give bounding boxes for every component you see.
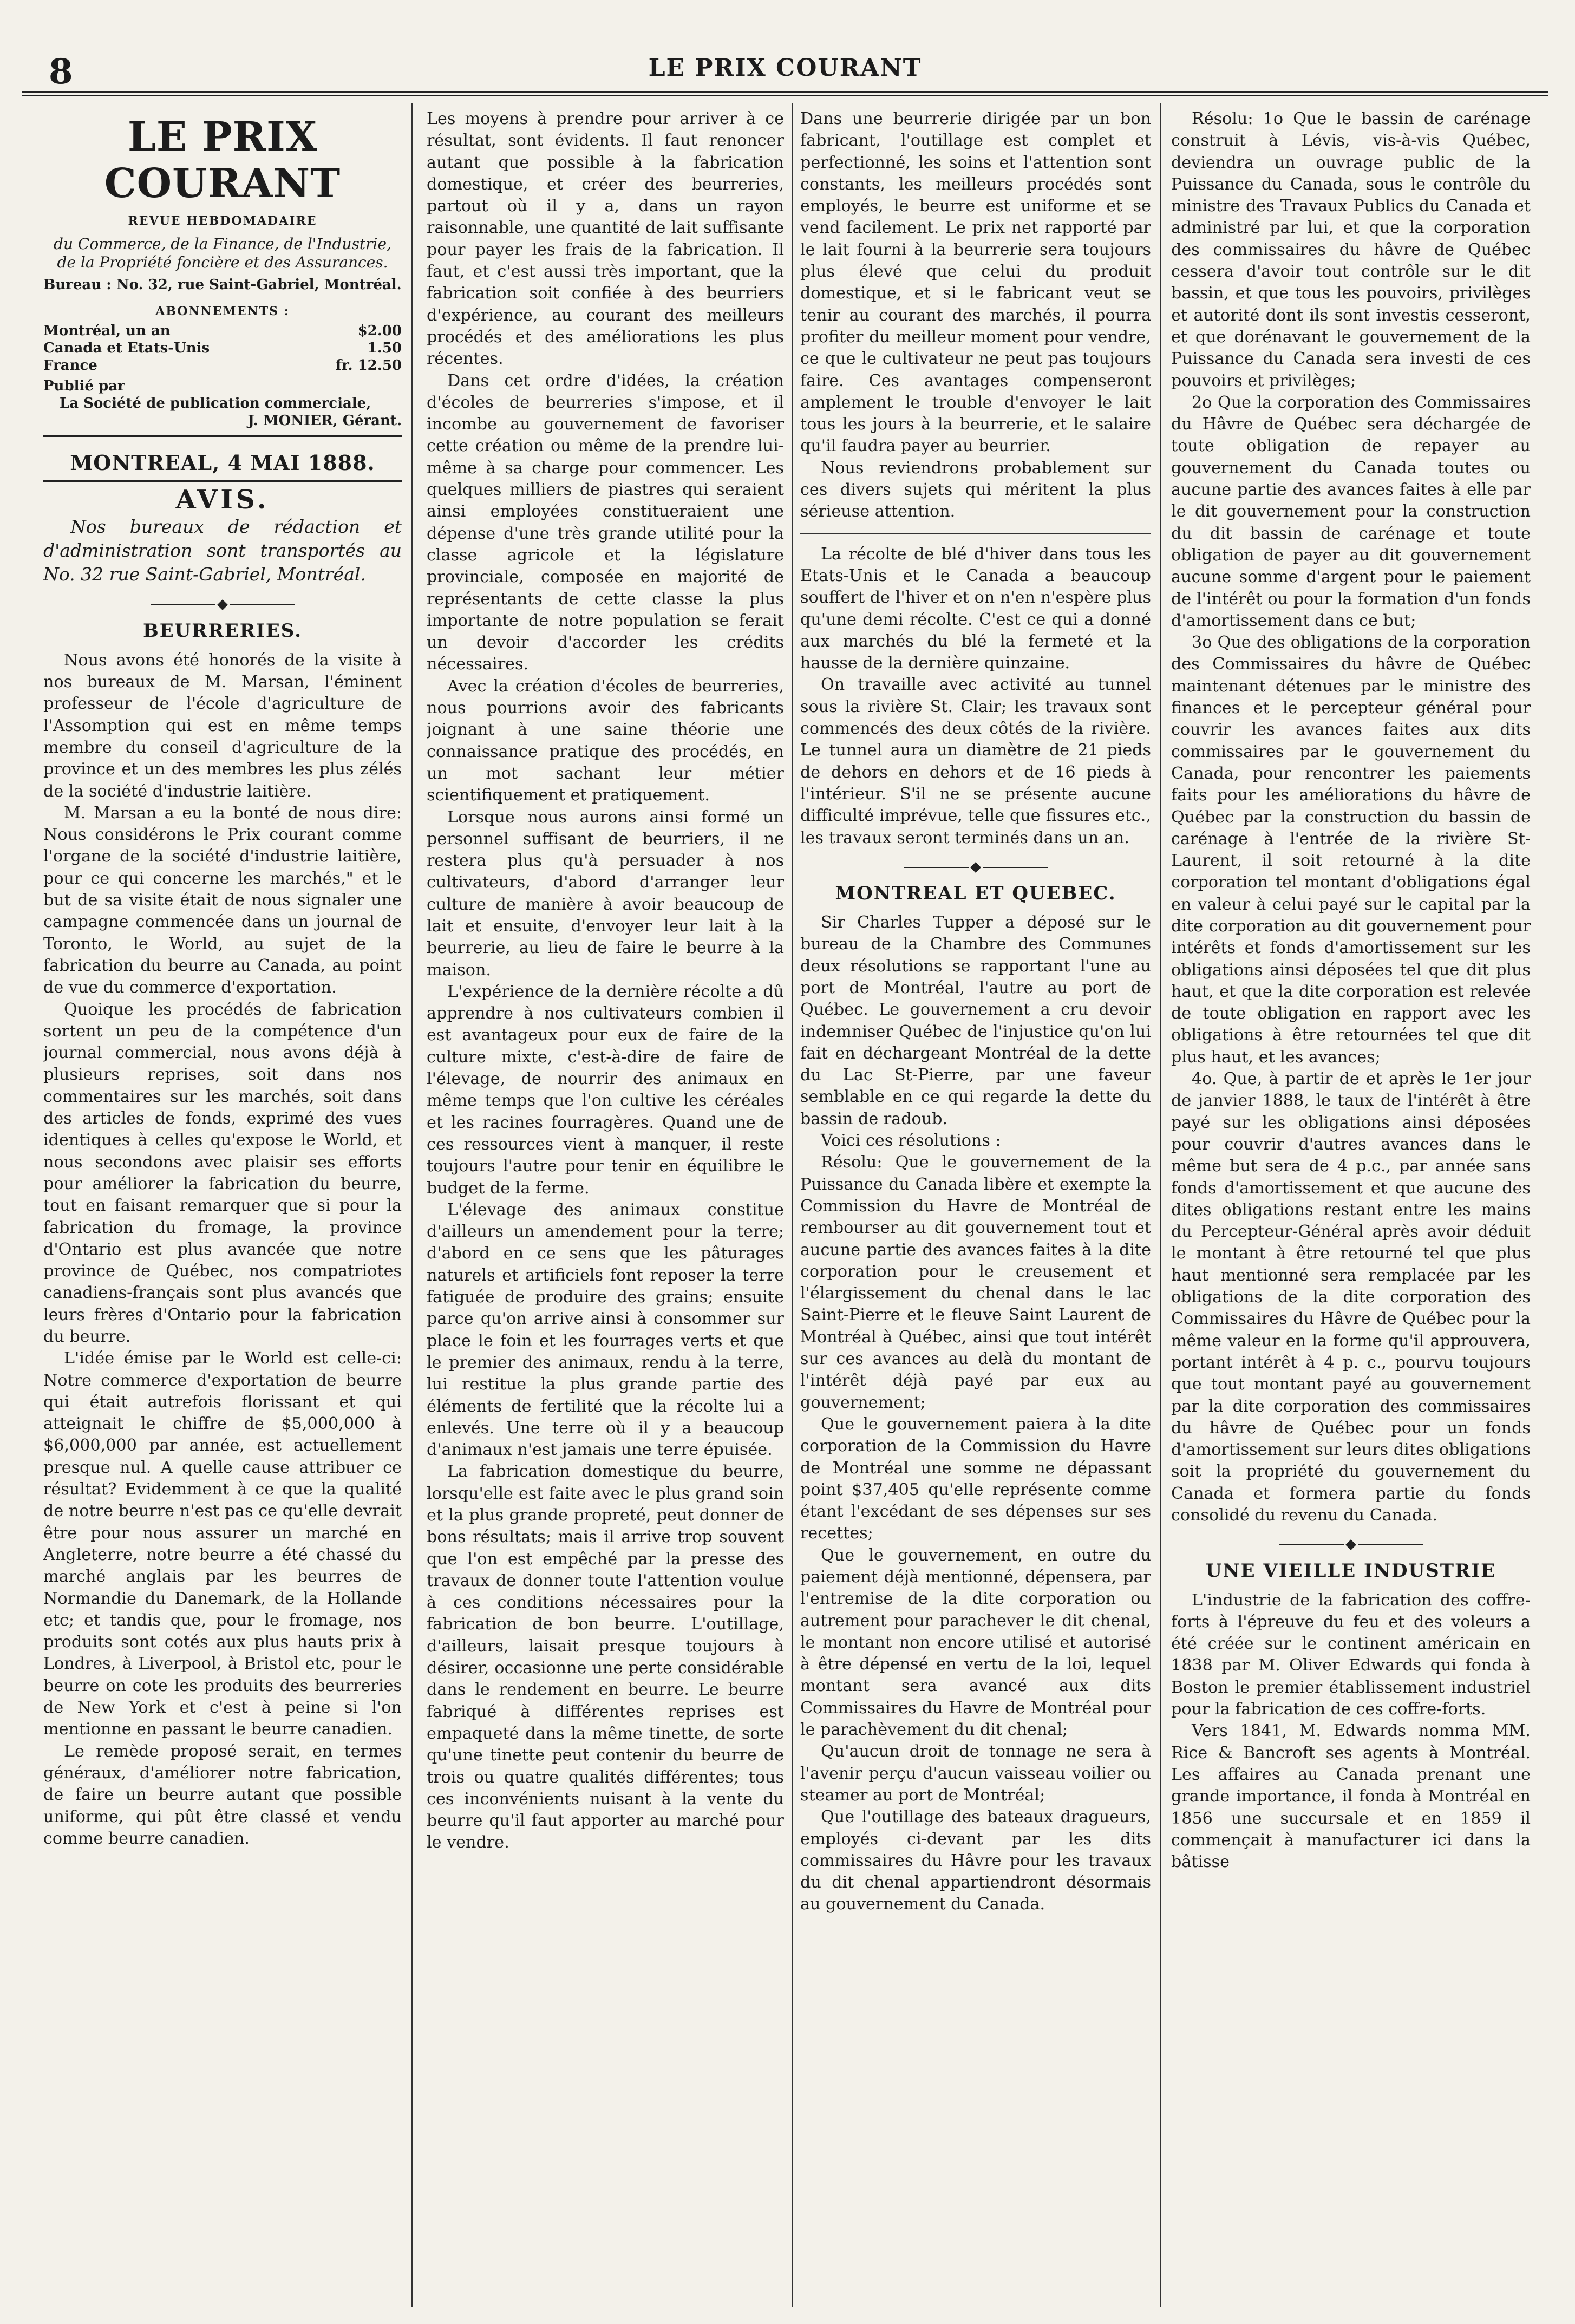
masthead-title: LE PRIX COURANT [104, 114, 341, 207]
paragraph: Que le gouvernement paiera à la dite corporation de la Commission du Havre de Montréal une somme ne dépassant point $37,405 qu'elle représente comme étant l'excédant de ses dépenses sur ses recettes; [800, 1414, 1151, 1543]
subscriptions-label: ABONNEMENTS : [155, 304, 290, 318]
publisher-block [43, 377, 402, 429]
subscription-price: $2.00 [357, 322, 402, 339]
paragraph: Les moyens à prendre pour arriver à ce résultat, sont évidents. Il faut renoncer autant que possible à la fabrication domestique, et créer des beurreries, partout où il y a, dans un rayon raisonnable, une quantité de lait suffisante pour payer les frais de la fabrication. Il faut, et c'est aussi très important, que la fabrication soit confiée à des beurriers d'expérience, au courant des meilleurs procédés et des améliorations les plus récentes. [427, 109, 784, 369]
subscription-row [43, 322, 402, 340]
subscription-price: fr. 12.50 [335, 357, 402, 374]
paragraph: Le remède proposé serait, en termes généraux, d'améliorer notre fabrication, de faire un beurre autant que possible uniforme, qui pût être classé et vendu comme beurre canadien. [43, 1741, 402, 1848]
paragraph: 3o Que des obligations de la corporation des Commissaires du hâvre de Québec maintenant détenues par le ministre des finances et le percepteur général pour couvrir les avances faites aux dits commissaires par le gouvernement du Canada, pour rencontrer les paiements faits pour les améliorations du hâvre de Québec par la construction du bassin de carénage à l'entrée de la rivière St-Laurent, il soit retourné à la dite corporation tel montant d'obligations égal en valeur à celui payé sur le capital par la dite corporation au dit gouvernement pour intérêts et fonds d'amortissement sur les obligations ainsi déposées tel que dit plus haut, et que la dite corporation est relevée de toute obligation en rapport avec les obligations à être retournées tel que dit plus haut, et les avances; [1171, 633, 1531, 1067]
paragraph: Résolu: Que le gouvernement de la Puissance du Canada libère et exempte la Commission du Havre de Montréal de rembourser au dit gouvernement tout et aucune partie des avances faites à la dite corporation pour le creusement et l'élargissement du chenal dans le lac Saint-Pierre et le fleuve Saint Laurent de Montréal à Québec, ainsi que tout intérêt sur ces avances au delà du montant de l'intérêt déjà payé par eux au gouvernement; [800, 1153, 1151, 1412]
paragraph: On travaille avec activité au tunnel sous la rivière St. Clair; les travaux sont commencés des deux côtés de la rivière. Le tunnel aura un diamètre de 21 pieds de dehors en dehors et de 16 pieds à l'intérieur. S'il ne se présente aucune difficulté imprévue, telle que fissures etc., les travaux seront terminés dans un an. [800, 675, 1151, 847]
ornament-divider [1171, 1536, 1531, 1552]
dateline-rule [43, 480, 402, 482]
article-title: MONTREAL ET QUEBEC. [835, 882, 1116, 904]
dateline: MONTREAL, 4 MAI 1888. [70, 450, 375, 475]
paragraph: Que l'outillage des bateaux dragueurs, employés ci-devant par les dits commissaires du Hâvre pour les travaux du dit chenal appartiendront désormais au gouvernement du Canada. [800, 1807, 1151, 1914]
column-rule [792, 103, 793, 2307]
subscription-price: 1.50 [367, 340, 402, 356]
subscription-row [43, 357, 402, 374]
article-title: BEURRERIES. [143, 620, 302, 642]
subscription-place: Montréal, un an [43, 322, 171, 339]
paragraph: Dans cet ordre d'idées, la création d'écoles de beurreries s'impose, et il incombe au gouvernement de favoriser cette création ou même de la prendre lui-même à sa charge pour commencer. Les quelques milliers de piastres qui seraient ainsi employées constitueraient une dépense d'une très grande utilité pour la classe agricole et la législature provinciale, composée en majorité de représentants de cette classe la plus importante de notre population se ferait un devoir d'accorder les crédits nécessaires. [427, 371, 784, 674]
running-title: LE PRIX COURANT [648, 54, 922, 82]
article-title: UNE VIEILLE INDUSTRIE [1205, 1560, 1496, 1582]
publisher-line: La Société de publication commerciale, [60, 395, 371, 412]
header-rule [22, 91, 1548, 96]
paragraph: L'idée émise par le World est celle-ci: Notre commerce d'exportation de beurre qui était autrefois florissant et qui atteignait le chiffre de $5,000,000 à $6,000,000 par année, est actuellement presque nul. A quelle cause attribuer ce résultat? Evidemment à ce que la qualité de notre beurre n'est pas ce qu'elle devrait être pour nous assurer un marché en Angleterre, notre beurre a été chassé du marché anglais par les beurres de Normandie du Danemark, de la Hollande etc; et tandis que, pour le fromage, nos produits sont cotés aux plus hauts prix à Londres, à Liverpool, à Bristol etc, pour le beurre on cote les produits des beurreries de New York et c'est à peine si l'on mentionne en passant le beurre canadien. [43, 1349, 402, 1739]
publisher-manager: J. MONIER, Gérant. [247, 412, 402, 429]
avis-title: AVIS. [175, 485, 270, 515]
paragraph: Que le gouvernement, en outre du paiement déjà mentionné, dépensera, par l'entremise de la dite corporation ou autrement pour parachever le dit chenal, le montant non encore utilisé et autorisé à être dépensé en vertu de la loi, lequel montant sera avancé aux dits Commissaires du Havre de Montréal pour le parachèvement du dit chenal; [800, 1545, 1151, 1740]
paragraph: Nous avons été honorés de la visite à nos bureaux de M. Marsan, l'éminent professeur de l'école d'agriculture de l'Assomption qui est en même temps membre du conseil d'agriculture de la province et un des membres les plus zélés de la société d'industrie laitière. [43, 650, 402, 801]
paragraph: Résolu: 1o Que le bassin de carénage construit à Lévis, vis-à-vis Québec, deviendra un ouvrage public de la Puissance du Canada, sous le contrôle du ministre des Travaux Publics du Canada et administré par lui, et que la corporation des commissaires du hâvre de Québec cessera d'avoir tout contrôle sur le dit bassin, et que tous les pouvoirs, privilèges et autorité dont ils sont investis cesseront, et que dorénavant le gouvernement de la Puissance du Canada sera investi de ces pouvoirs et privilèges; [1171, 109, 1531, 390]
avis-text: Nos bureaux de rédaction et d'administration sont transportés au No. 32 rue Saint-Gabriel, Montréal. [43, 516, 402, 585]
subscription-place: France [43, 357, 97, 374]
paragraph: La fabrication domestique du beurre, lorsqu'elle est faite avec le plus grand soin et la plus grande propreté, peut donner de bons résultats; mais il arrive trop souvent que l'on est empêché par la presse des travaux de donner toute l'attention voulue à ces conditions nécessaires pour la fabrication de bon beurre. L'outillage, d'ailleurs, laisait presque toujours à désirer, occasionne une perte considérable dans le rendement en beurre. Le beurre fabriqué à différentes reprises est empaqueté dans la même tinette, de sorte qu'une tinette peut contenir du beurre de trois ou quatre qualités différentes; tous ces inconvénients nuisant à la vente du beurre qu'il faut apporter au marché pour le vendre. [427, 1462, 784, 1852]
paragraph: Dans une beurrerie dirigée par un bon fabricant, l'outillage est complet et perfectionné, les soins et l'attention sont constants, les meilleurs procédés sont employés, le beurre est uniforme et se vend facilement. Le prix net rapporté par le lait fourni à la beurrerie sera toujours plus élevé que celui du produit domestique, et si le fabricant veut se tenir au courant des marchés, il pourra profiter du meilleur moment pour vendre, ce que le cultivateur ne peut pas toujours faire. Ces avantages compenseront amplement le trouble d'envoyer le lait tous les jours à la beurrerie, et le salaire qu'il faudra payer au beurrier. [800, 109, 1151, 456]
section-rule [800, 533, 1151, 534]
paragraph: Qu'aucun droit de tonnage ne sera à l'avenir perçu d'aucun vaisseau voilier ou steamer au port de Montréal; [800, 1742, 1151, 1805]
paragraph: Lorsque nous aurons ainsi formé un personnel suffisant de beurriers, il ne restera plus qu'à persuader à nos cultivateurs, d'abord d'arranger leur culture de manière à avoir beaucoup de lait et ensuite, d'envoyer leur lait à la beurrerie, au lieu de faire le beurre à la maison. [427, 807, 784, 980]
paragraph: L'expérience de la dernière récolte a dû apprendre à nos cultivateurs combien il est avantageux pour eux de faire de la culture mixte, c'est-à-dire de faire de l'élevage, de nourrir des animaux en même temps que l'on cultive les céréales et les racines fourragères. Quand une de ces ressources vient à manquer, il reste toujours l'autre pour tenir en équilibre le budget de la ferme. [427, 982, 784, 1198]
column-rule [411, 103, 413, 2307]
paragraph: Quoique les procédés de fabrication sortent un peu de la compétence d'un journal commercial, nous avons déjà à plusieurs reprises, soit dans nos commentaires sur les marchés, soit dans des articles de fonds, exprimé des vues identiques à celles qu'expose le World, et nous secondons avec plaisir ses efforts pour améliorer la fabrication du beurre, tout en faisant remarquer que si pour la fabrication du fromage, la province d'Ontario est plus avancée que notre province de Québec, nos compatriotes canadiens-français sont plus avancés que leurs frères d'Ontario pour la fabrication du beurre. [43, 1000, 402, 1346]
paragraph: La récolte de blé d'hiver dans tous les Etats-Unis et le Canada a beaucoup souffert de l'hiver et on n'en n'espère plus qu'une demi récolte. C'est ce qui a donné aux marchés du blé la fermeté et la hausse de la dernière quinzaine. [800, 544, 1151, 673]
paragraph: L'industrie de la fabrication des coffre-forts à l'épreuve du feu et des voleurs a été créée sur le continent américain en 1838 par M. Oliver Edwards qui fonda à Boston le premier établissement industriel pour la fabrication de ces coffre-forts. [1171, 1590, 1531, 1719]
publisher-line: Publié par [43, 377, 125, 394]
paragraph: M. Marsan a eu la bonté de nous dire: Nous considérons le Prix courant comme l'organe de la société d'industrie laitière, pour ce qui concerne les marchés," et le but de sa visite était de nous signaler une campagne commencée dans un journal de Toronto, le World, au sujet de la fabrication du beurre au Canada, au point de vue du commerce d'exportation. [43, 803, 402, 997]
paragraph: Nous reviendrons probablement sur ces divers sujets qui méritent la plus sérieuse attention. [800, 458, 1151, 521]
masthead-rule [43, 435, 402, 437]
subscription-place: Canada et Etats-Unis [43, 340, 210, 356]
column-2 [427, 108, 784, 2301]
paragraph: Avec la création d'écoles de beurreries, nous pourrions avoir des fabricants joignant à une saine théorie une connaissance pratique des procédés, en un mot sachant leur métier scientifiquement et pratiquement. [427, 676, 784, 805]
running-head [22, 51, 1548, 95]
ornament-divider [800, 859, 1151, 875]
paragraph: L'élevage des animaux constitue d'ailleurs un amendement pour la terre; d'abord en ce sens que les pâturages naturels et artificiels font reposer la terre fatiguée de produire des grains; ensuite parce qu'on arrive ainsi à consommer sur place le foin et les fourrages verts et que le premier des animaux, rendu à la terre, lui restitue la plus grande partie des éléments de fertilité que la récolte lui a enlevés. Une terre où il y a beaucoup d'animaux n'est jamais une terre épuisée. [427, 1200, 784, 1460]
masthead-subtitle: REVUE HEBDOMADAIRE [128, 214, 317, 228]
masthead-description: du Commerce, de la Finance, de l'Industrie, de la Propriété foncière et des Assurances. [54, 235, 391, 272]
masthead-office: Bureau : No. 32, rue Saint-Gabriel, Montréal. [43, 277, 402, 293]
paragraph: Vers 1841, M. Edwards nomma MM. Rice & Bancroft ses agents à Montréal. Les affaires au Canada prenant une grande importance, il fonda à Montréal en 1856 une succursale et en 1859 il commençait à manufacturer ici dans la bâtisse [1171, 1721, 1531, 1872]
column-4 [1171, 108, 1531, 2301]
page-number: 8 [49, 51, 73, 92]
paragraph: Voici ces résolutions : [821, 1131, 1001, 1151]
subscription-row [43, 340, 402, 357]
paragraph: 4o. Que, à partir de et après le 1er jour de janvier 1888, le taux de l'intérêt à être payé sur les obligations ainsi déposées pour couvrir d'autres avances dans le même but sera de 4 p.c., par année sans fonds d'amortissement et que aucune des dites obligations restant entre les mains du Percepteur-Général après avoir déduit le montant à être retourné tel que plus haut mentionné sera remplacée par les obligations de la dite corporation des Commissaires du Hâvre de Québec pour la même valeur en la forme qu'il approuvera, portant intérêt à 4 p. c., pourvu toujours que tout montant payé au gouvernement par la dite corporation des commissaires du hâvre de Québec pour un fonds d'amortissement sur leurs dites obligations soit la propriété du gouvernement du Canada et formera partie du fonds consolidé du revenu du Canada. [1171, 1069, 1531, 1525]
ornament-divider [43, 596, 402, 612]
paragraph: Sir Charles Tupper a déposé sur le bureau de la Chambre des Communes deux résolutions se rapportant l'une au port de Montréal, l'autre au port de Québec. Le gouvernement a cru devoir indemniser Québec de l'injustice qu'on lui fait en déchargeant Montréal de la dette du Lac St-Pierre, par une faveur semblable en ce qui regarde la dette du bassin de radoub. [800, 913, 1151, 1128]
column-1 [43, 108, 402, 2301]
column-3 [800, 108, 1151, 2301]
paragraph: 2o Que la corporation des Commissaires du Hâvre de Québec sera déchargée de toute obligation de repayer au gouvernement du Canada toutes ou aucune partie des avances faites à elle par le dit gouvernement pour la construction du dit bassin de carénage et toute obligation de payer au dit gouvernement aucune somme d'argent pour le paiement de l'intérêt ou pour la formation d'un fonds d'amortissement dans ce but; [1171, 393, 1531, 630]
column-rule [1160, 103, 1161, 2307]
